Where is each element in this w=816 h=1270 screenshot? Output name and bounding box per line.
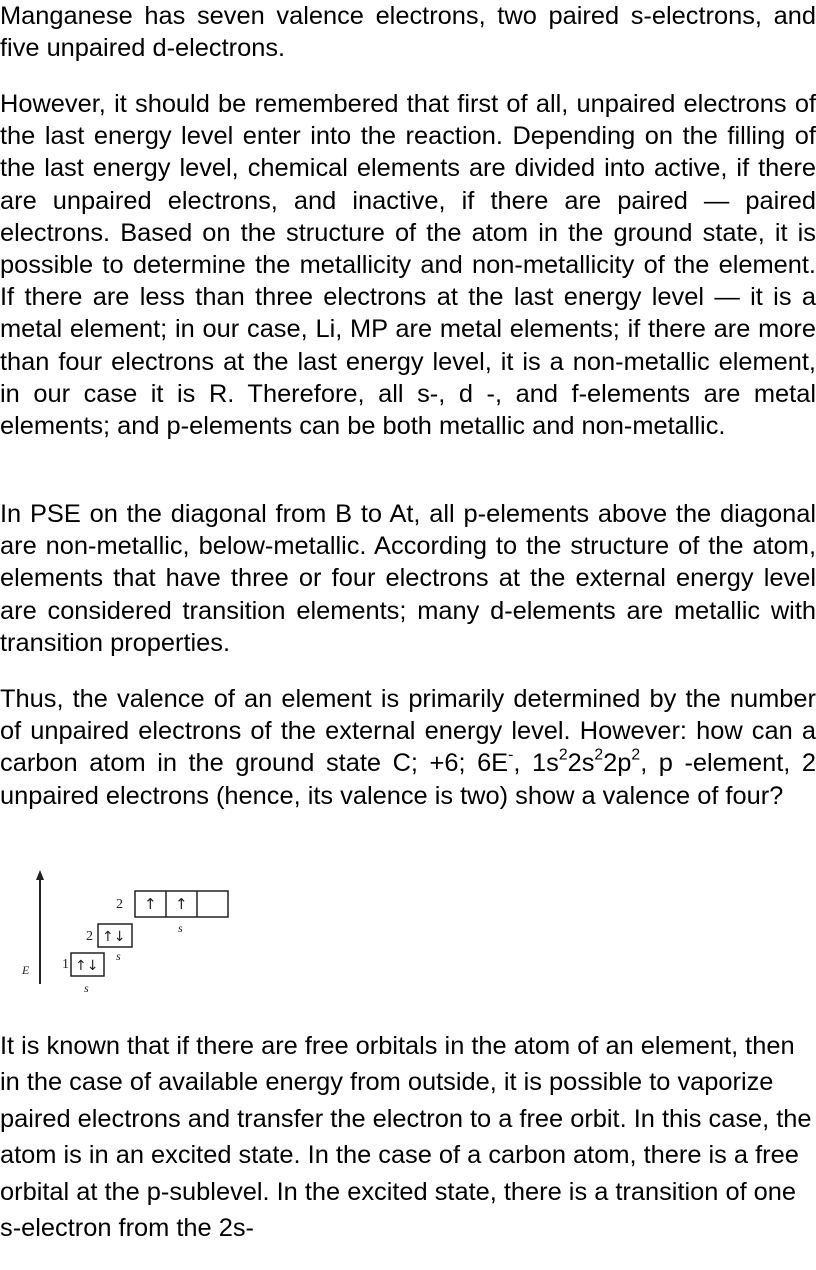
orbital-2p-cell-2: ↑ (175, 895, 188, 913)
orbital-1s-electrons: ↑↓ (75, 958, 99, 974)
energy-axis-label: E (22, 963, 30, 977)
text-run: 2p (603, 749, 632, 778)
level-1-number: 1 (62, 957, 69, 972)
paragraph-unpaired-electrons: However, it should be remembered that first of all, unpaired electrons of the last energy level enter into the reaction. Depending on the filling of the last energy level, chemical elements are divided into active, if there are unpaired electrons, and inactive, if there are paired — paired electrons. Based on the structure of the atom in the ground state, it is possible to determine the metallicity and non-metallicity of the element. If there are less than three electrons at the last energy level — it is a metal element; in our case, Li, MP are metal elements; if there are more than four electrons at the last energy level, it is a non-metallic element, in our case it is R. Therefore, all s-, d -, and f-elements are metal elements; and p-elements can be both metallic and non-metallic. (0, 90, 816, 441)
paragraph-excited-state: It is known that if there are free orbitals in the atom of an element, then in the case of available energy from outside, it is possible to vaporize paired electrons and transfer the electron to a free orbit. In this case, the atom is in an excited state. In the case of a carbon atom, there is a free orbital at the p-sublevel. In the excited state, there is a transition of one s-electron from the 2s- (0, 1032, 812, 1243)
level-2s-number: 2 (86, 929, 93, 944)
level-2p-number: 2 (116, 897, 123, 912)
level-2s-sublevel: s (116, 949, 121, 963)
text-run: , 1s (513, 749, 559, 778)
axis-arrow-icon (36, 870, 44, 880)
level-2p-sublevel: s (178, 921, 183, 935)
superscript: 2 (558, 747, 568, 765)
superscript: 2 (594, 747, 604, 765)
level-1-sublevel: s (84, 981, 89, 995)
orbital-2s-electrons: ↑↓ (102, 929, 126, 945)
text-run: , p -element, 2 unpaired electrons (hence, its valence is two) show a valence of four? (0, 749, 816, 810)
text-run: Thus, the valence of an element is primarily determined by the number of unpaired electrons of the external energy level. However: how can a carbon atom in the ground state C; +6; 6E (0, 685, 816, 778)
superscript: 2 (631, 747, 641, 765)
orbital-2p-cell-1: ↑ (144, 895, 157, 913)
text-run: 2s (567, 749, 595, 778)
superscript: - (508, 747, 514, 765)
paragraph-manganese: Manganese has seven valence electrons, two paired s-electrons, and five unpaired d-electrons. (0, 2, 816, 63)
paragraph-carbon-valence (0, 683, 816, 812)
energy-level-diagram (10, 862, 250, 997)
paragraph-pse-diagonal: In PSE on the diagonal from B to At, all p-elements above the diagonal are non-metallic, below-metallic. According to the structure of the atom, elements that have three or four electrons at the external energy level are considered transition elements; many d-elements are metallic with transition properties. (0, 500, 816, 657)
